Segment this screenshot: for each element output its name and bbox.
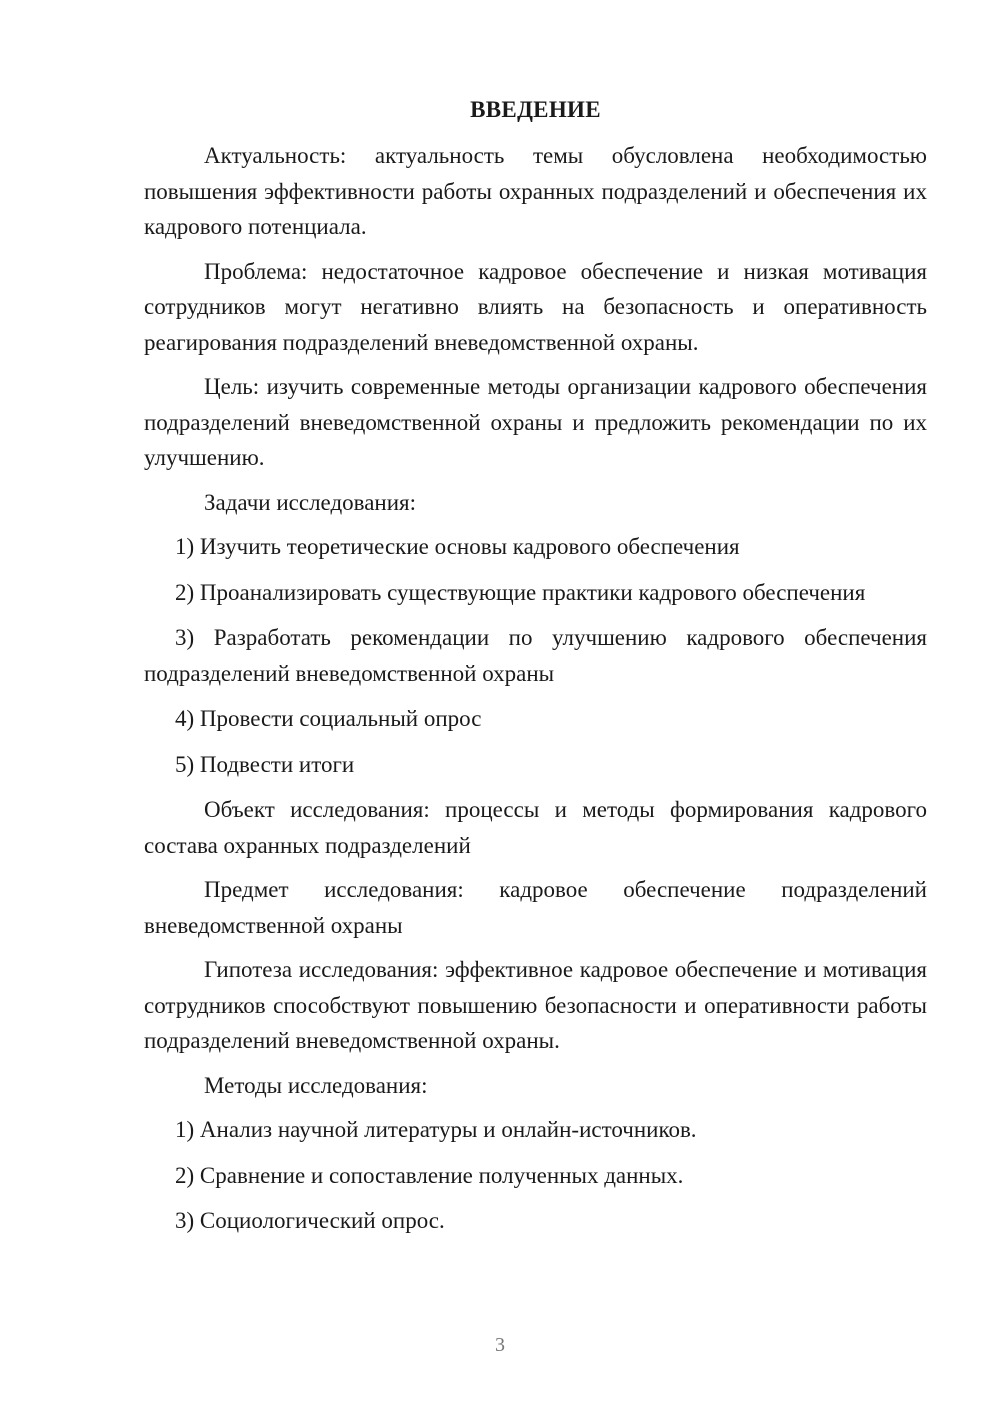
- methods-heading: Методы исследования:: [204, 1072, 428, 1098]
- tasks-list: [144, 529, 927, 782]
- list-item-task-5: 5) Подвести итоги: [175, 751, 355, 777]
- methods-list: [144, 1112, 927, 1239]
- problem-paragraph: Проблема: недостаточное кадровое обеспечение и низкая мотивация сотрудников могут негативно влиять на безопасность и оперативность реагирования подразделений вневедомственной охраны.: [144, 258, 927, 355]
- list-item-method-1: 1) Анализ научной литературы и онлайн-источников.: [175, 1117, 697, 1142]
- object-paragraph: Объект исследования: процессы и методы формирования кадрового состава охранных подразделений: [144, 797, 927, 858]
- list-item-method-2: 2) Сравнение и сопоставление полученных данных.: [175, 1162, 684, 1188]
- subject-paragraph: Предмет исследования: кадровое обеспечение подразделений вневедомственной охраны: [144, 877, 927, 938]
- list-item-task-1: 1) Изучить теоретические основы кадрового обеспечения: [175, 534, 740, 559]
- list-item-task-2: 2) Проанализировать существующие практики кадрового обеспечения: [175, 579, 866, 605]
- page-number: 3: [495, 1334, 505, 1356]
- list-item-task-3: 3) Разработать рекомендации по улучшению кадрового обеспечения подразделений вневедомственной охраны: [144, 625, 927, 686]
- goal-paragraph: Цель: изучить современные методы организации кадрового обеспечения подразделений вневедомственной охраны и предложить рекомендации по их улучшению.: [144, 374, 927, 470]
- list-item-method-3: 3) Социологический опрос.: [175, 1208, 445, 1233]
- relevance-paragraph: Актуальность: актуальность темы обусловлена необходимостью повышения эффективности работы охранных подразделений и обеспечения их кадрового потенциала.: [144, 143, 927, 239]
- hypothesis-paragraph: Гипотеза исследования: эффективное кадровое обеспечение и мотивация сотрудников способствуют повышению безопасности и оперативности работы подразделений вневедомственной охраны.: [144, 957, 927, 1053]
- section-title: ВВЕДЕНИЕ: [470, 97, 601, 122]
- document-body: [144, 96, 927, 1249]
- tasks-heading: Задачи исследования:: [204, 489, 417, 515]
- list-item-task-4: 4) Провести социальный опрос: [175, 706, 482, 731]
